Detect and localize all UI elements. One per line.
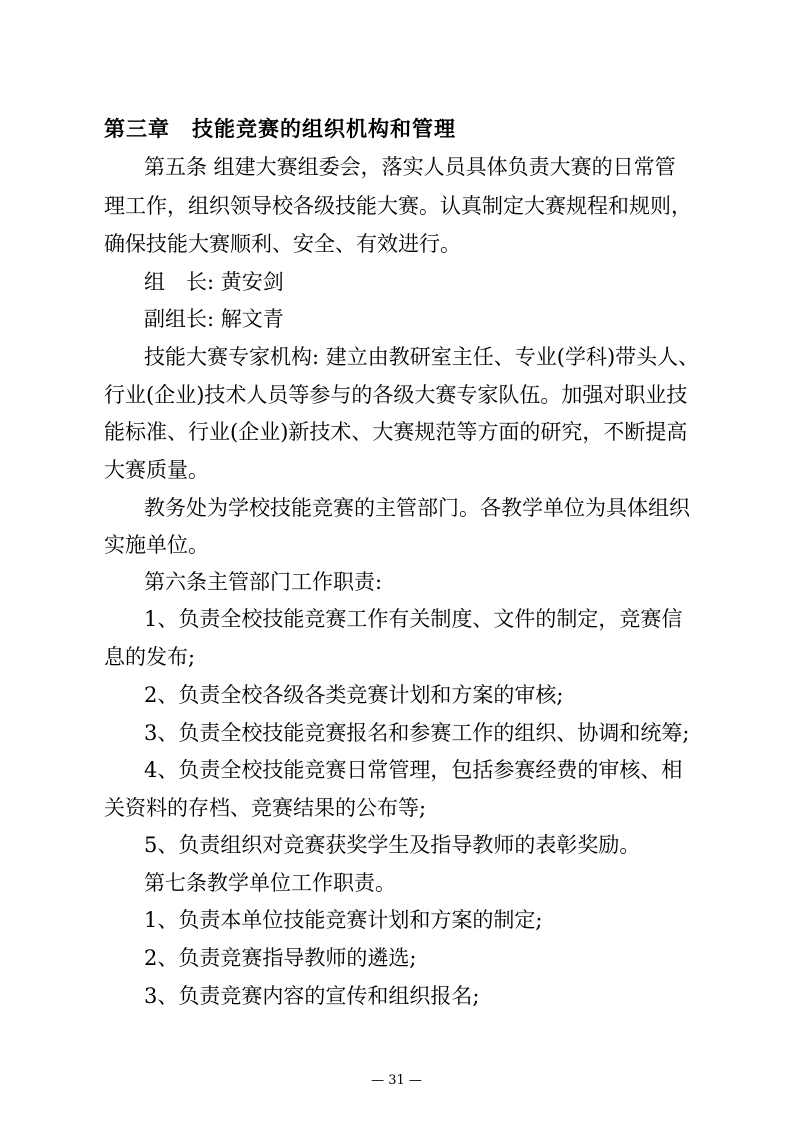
paragraph-line: 大赛质量。 xyxy=(104,458,209,482)
paragraph-line: 行业(企业)技术人员等参与的各级大赛专家队伍。加强对职业技 xyxy=(104,383,688,407)
list-item-line: 1、负责全校技能竞赛工作有关制度、文件的制定，竞赛信 xyxy=(144,607,683,631)
list-item-line: 1、负责本单位技能竞赛计划和方案的制定; xyxy=(144,908,543,932)
paragraph-line: 第五条 组建大赛组委会，落实人员具体负责大赛的日常管 xyxy=(144,155,676,179)
list-item-line: 5、负责组织对竞赛获奖学生及指导教师的表彰奖励。 xyxy=(144,833,641,857)
paragraph-line: 技能大赛专家机构: 建立由教研室主任、专业(学科)带头人、 xyxy=(144,345,700,369)
article-heading-line: 第七条教学单位工作职责。 xyxy=(144,871,396,895)
list-item-line: 3、负责全校技能竞赛报名和参赛工作的组织、协调和统筹; xyxy=(144,721,690,745)
paragraph-line: 实施单位。 xyxy=(104,533,209,557)
list-item-line: 3、负责竞赛内容的宣传和组织报名; xyxy=(144,984,480,1008)
paragraph-line: 确保技能大赛顺利、安全、有效进行。 xyxy=(104,232,461,256)
page-number: — 31 — xyxy=(371,1073,422,1088)
chapter-heading: 第三章 技能竞赛的组织机构和管理 xyxy=(104,117,456,141)
list-item-line: 2、负责全校各级各类竞赛计划和方案的审核; xyxy=(144,683,564,707)
paragraph-line: 能标准、行业(企业)新技术、大赛规范等方面的研究，不断提高 xyxy=(104,420,688,444)
list-item-line: 2、负责竞赛指导教师的遴选; xyxy=(144,946,417,970)
deputy-leader-line: 副组长: 解文青 xyxy=(144,307,284,331)
list-item-line: 息的发布; xyxy=(104,645,196,669)
article-heading-line: 第六条主管部门工作职责: xyxy=(144,570,383,594)
group-leader-line: 组 长: 黄安剑 xyxy=(144,270,284,294)
paragraph-line: 教务处为学校技能竞赛的主管部门。各教学单位为具体组织 xyxy=(144,496,690,520)
paragraph-line: 理工作，组织领导校各级技能大赛。认真制定大赛规程和规则， xyxy=(104,194,692,218)
list-item-line: 关资料的存档、竞赛结果的公布等; xyxy=(104,796,427,820)
list-item-line: 4、负责全校技能竞赛日常管理，包括参赛经费的审核、相 xyxy=(144,758,683,782)
